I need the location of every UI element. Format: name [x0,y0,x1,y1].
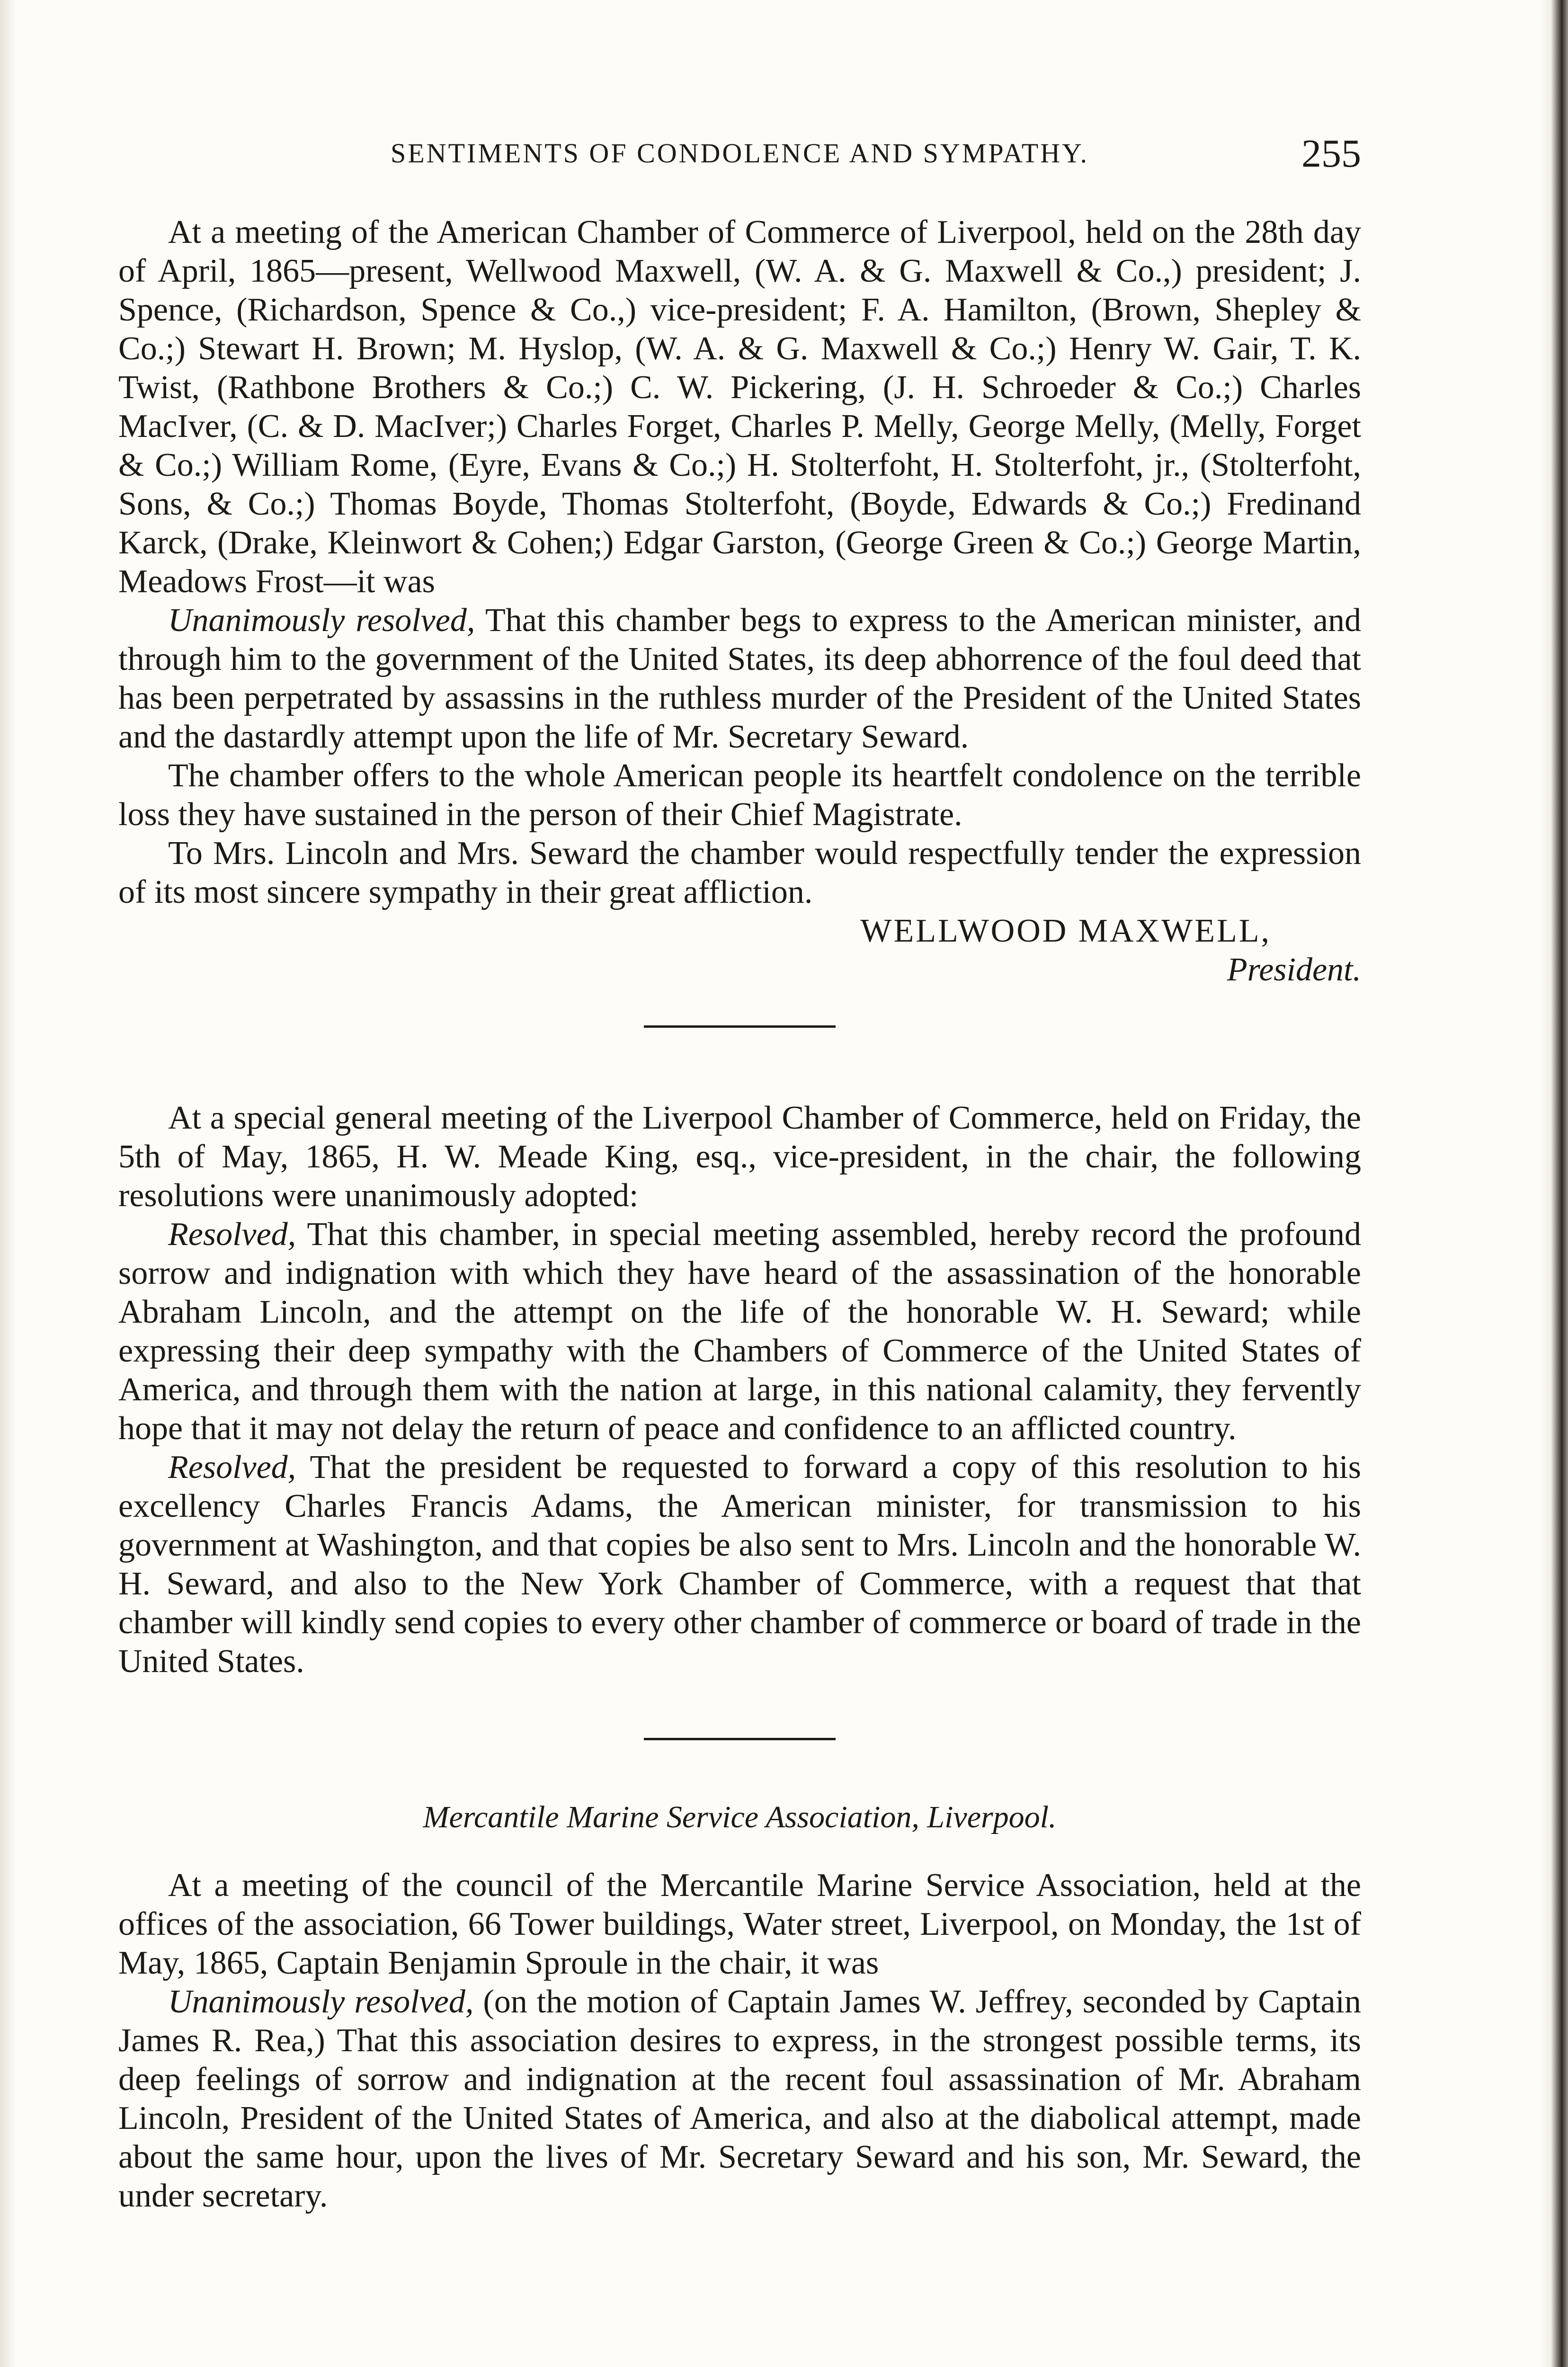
section-divider [644,1738,836,1740]
mercantile-marine-section [118,1866,1361,2216]
section-heading: Mercantile Marine Service Association, Liverpool. [423,1800,1057,1834]
resolved-label: Resolved, [168,1216,296,1253]
mercantile-marine-intro: At a meeting of the council of the Mercantile Marine Service Association, held at the offices of the association, 66 Tower buildings, Water street, Liverpool, on Monday, the 1st of May, 1865, Captain Benjamin Sproule in the chair, it was [118,1867,1361,1981]
second-resolution [118,1448,1361,1681]
signature-name: WELLWOOD MAXWELL, [860,913,1271,949]
american-chamber-section [118,213,1361,989]
resolved-text: That this chamber begs to express to the American minister, and through him to the government of the United States, its deep abhorrence of the foul deed that has been perpetrated by assassins in the ruthless murder of the President of the United States and the dastardly attempt upon the life of Mr. Secretary Seward. [118,602,1361,755]
page-number: 255 [1301,132,1361,176]
liverpool-chamber-section [118,1099,1361,1681]
resolved-label: Unanimously resolved, [168,1984,474,2020]
american-chamber-intro: At a meeting of the American Chamber of Commerce of Liverpool, held on the 28th day of April, 1865—present, Wellwood Maxwell, (W. A. & G. Maxwell & Co.,) president; J. Spence, (Richardson, Spence & Co.,) vice-president; F. A. Hamilton, (Brown, Shepley & Co.;) Stewart H. Brown; M. Hyslop, (W. A. & G. Maxwell & Co.;) Henry W. Gair, T. K. Twist, (Rathbone Brothers & Co.;) C. W. Pickering, (J. H. Schroeder & Co.;) Charles MacIver, (C. & D. MacIver;) Charles Forget, Charles P. Melly, George Melly, (Melly, Forget & Co.;) William Rome, (Eyre, Evans & Co.;) H. Stolterfoht, H. Stolterfoht, jr., (Stolterfoht, Sons, & Co.;) Thomas Boyde, Thomas Stolterfoht, (Boyde, Edwards & Co.;) Fredinand Karck, (Drake, Kleinwort & Cohen;) Edgar Garston, (George Green & Co.;) George Martin, Meadows Frost—it was [118,214,1361,600]
document-page [118,132,1361,2216]
resolved-label: Resolved, [168,1449,296,1486]
page-header [118,132,1361,189]
section-divider [644,1025,836,1028]
running-head: SENTIMENTS OF CONDOLENCE AND SYMPATHY. [391,138,1089,169]
resolved-text: That this chamber, in special meeting assembled, hereby record the profound sorrow and indignation with which they have heard of the assassination of the honorable Abraham Lincoln, and the attempt on the life of the honorable W. H. Seward; while expressing their deep sympathy with the Chambers of Commerce of the United States of America, and through them with the nation at large, in this national calamity, they fervently hope that it may not delay the return of peace and confidence to an afflicted country. [118,1216,1361,1447]
condolence-paragraph: The chamber offers to the whole American people its heartfelt condolence on the terrible loss they have sustained in the person of their Chief Magistrate. [118,757,1361,833]
resolved-text: That the president be requested to forward a copy of this resolution to his excellency Charles Francis Adams, the American minister, for transmission to his government at Washington, and that copies be also sent to Mrs. Lincoln and the honorable W. H. Seward, and also to the New York Chamber of Commerce, with a request that that chamber will kindly send copies to every other chamber of commerce or board of trade in the United States. [118,1449,1361,1680]
scan-edge-right [1540,0,1568,2367]
first-resolution [118,1215,1361,1448]
american-chamber-resolution [118,601,1361,756]
sympathy-paragraph: To Mrs. Lincoln and Mrs. Seward the chamber would respectfully tender the expression of its most sincere sympathy in their great affliction. [118,835,1361,910]
liverpool-chamber-intro: At a special general meeting of the Liverpool Chamber of Commerce, held on Friday, the 5th of May, 1865, H. W. Meade King, esq., vice-president, in the chair, the following resolutions were unanimously adopted: [118,1100,1361,1214]
resolved-text: (on the motion of Captain James W. Jeffrey, seconded by Captain James R. Rea,) That this association desires to express, in the strongest possible terms, its deep feelings of sorrow and indignation at the recent foul assassination of Mr. Abraham Lincoln, President of the United States of America, and also at the diabolical attempt, made about the same hour, upon the lives of Mr. Secretary Seward and his son, Mr. Seward, the under secretary. [118,1984,1361,2214]
scan-edge-left [0,0,16,2367]
signature-title: President. [1227,952,1361,988]
mercantile-marine-resolution [118,1983,1361,2216]
resolved-label: Unanimously resolved, [168,602,475,639]
